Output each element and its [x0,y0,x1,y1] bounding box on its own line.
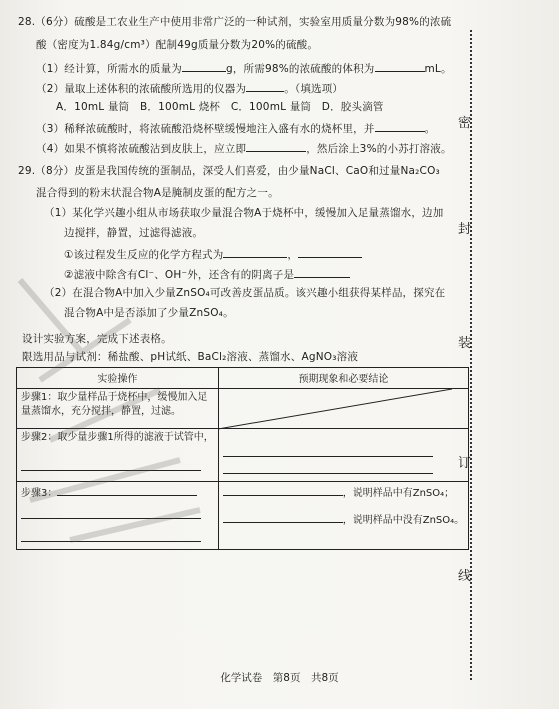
q28-title: 28.（6分）硫酸是工农业生产中使用非常广泛的一种试剂，实验室用质量分数为98%的浓硫 [18,16,452,28]
diagonal-slash [218,389,453,431]
margin-char: 密 [458,116,472,131]
step3-result-cell: ，说明样品中有ZnSO₄； ，说明样品中没有ZnSO₄。 [218,482,468,550]
margin-char: 订 [458,456,472,471]
header-operation: 实验操作 [17,368,219,389]
margin-char: 封 [458,222,472,237]
answer-blank[interactable] [246,140,306,152]
answer-blank[interactable] [298,246,362,258]
answer-blank[interactable] [21,459,201,471]
answer-blank[interactable] [21,530,201,542]
margin-char: 装 [458,336,472,351]
answer-blank[interactable] [21,507,201,519]
page-footer: 化学试卷 第8页 共8页 [220,672,339,684]
design-instruction: 设计实验方案，完成下述表格。 [22,333,172,345]
q28-options: A．10mL 量筒 B．100mL 烧杯 C．100mL 量筒 D．胶头滴管 [56,101,384,113]
answer-blank[interactable] [375,120,425,132]
q29-part1-cont: 边搅拌，静置，过滤得滤液。 [64,227,204,239]
answer-blank[interactable] [223,246,287,258]
answer-blank[interactable] [375,60,425,72]
answer-blank[interactable] [246,80,284,92]
step2-cell: 步骤2：取少量步骤1所得的滤液于试管中， [17,429,219,482]
q29-title: 29.（8分）皮蛋是我国传统的蛋制品，深受人们喜爱，由少量NaCl、CaO和过量Na₂CO₃ [18,165,440,177]
q29-part1: （1）某化学兴趣小组从市场获取少量混合物A于烧杯中，缓慢加入足量蒸馏水，边加 [44,207,444,219]
reagent-list: 限选用品与试剂：稀盐酸、pH试纸、BaCl₂溶液、蒸馏水、AgNO₃溶液 [22,351,359,363]
answer-blank[interactable] [223,484,343,496]
step2-result-cell [218,429,468,482]
answer-blank[interactable] [223,511,343,523]
table-header-row [17,368,469,389]
answer-blank[interactable] [294,266,350,278]
q29-part2: （2）在混合物A中加入少量ZnSO₄可改善皮蛋品质。该兴趣小组获得某样品，探究在 [44,287,446,299]
answer-blank[interactable] [57,484,197,496]
q28-part1: （1）经计算，所需水的质量为 g，所需98%的浓硫酸的体积为 mL。 [36,60,452,76]
q28-part3: （3）稀释浓硫酸时，将浓硫酸沿烧杯壁缓慢地注入盛有水的烧杯里，并 。 [36,120,435,136]
table-row [17,482,469,550]
q29-part1-ion: ②滤液中除含有Cl⁻、OH⁻外，还含有的阴离子是 [64,266,350,282]
answer-blank[interactable] [223,445,433,457]
q28-part2: （2）量取上述体积的浓硫酸所选用的仪器为 。（填选项） [36,80,343,96]
step1-cell: 步骤1：取少量样品于烧杯中，缓慢加入足 量蒸馏水，充分搅拌，静置，过滤。 [17,389,219,429]
header-result: 预期现象和必要结论 [218,368,468,389]
answer-blank[interactable] [223,462,433,474]
q29-title-cont: 混合得到的粉末状混合物A是腌制皮蛋的配方之一。 [36,187,279,199]
q28-part4: （4）如果不慎将浓硫酸沾到皮肤上，应立即 ，然后涂上3%的小苏打溶液。 [36,140,452,156]
q29-part2-cont: 混合物A中是否添加了少量ZnSO₄。 [64,307,234,319]
step3-cell: 步骤3： [17,482,219,550]
table-row [17,429,469,482]
margin-char: 线 [458,569,472,584]
q28-title-cont: 酸（密度为1.84g/cm³）配制49g质量分数为20%的硫酸。 [36,39,319,51]
answer-blank[interactable] [182,60,226,72]
q29-part1-eq: ①该过程发生反应的化学方程式为 ， [64,246,362,262]
